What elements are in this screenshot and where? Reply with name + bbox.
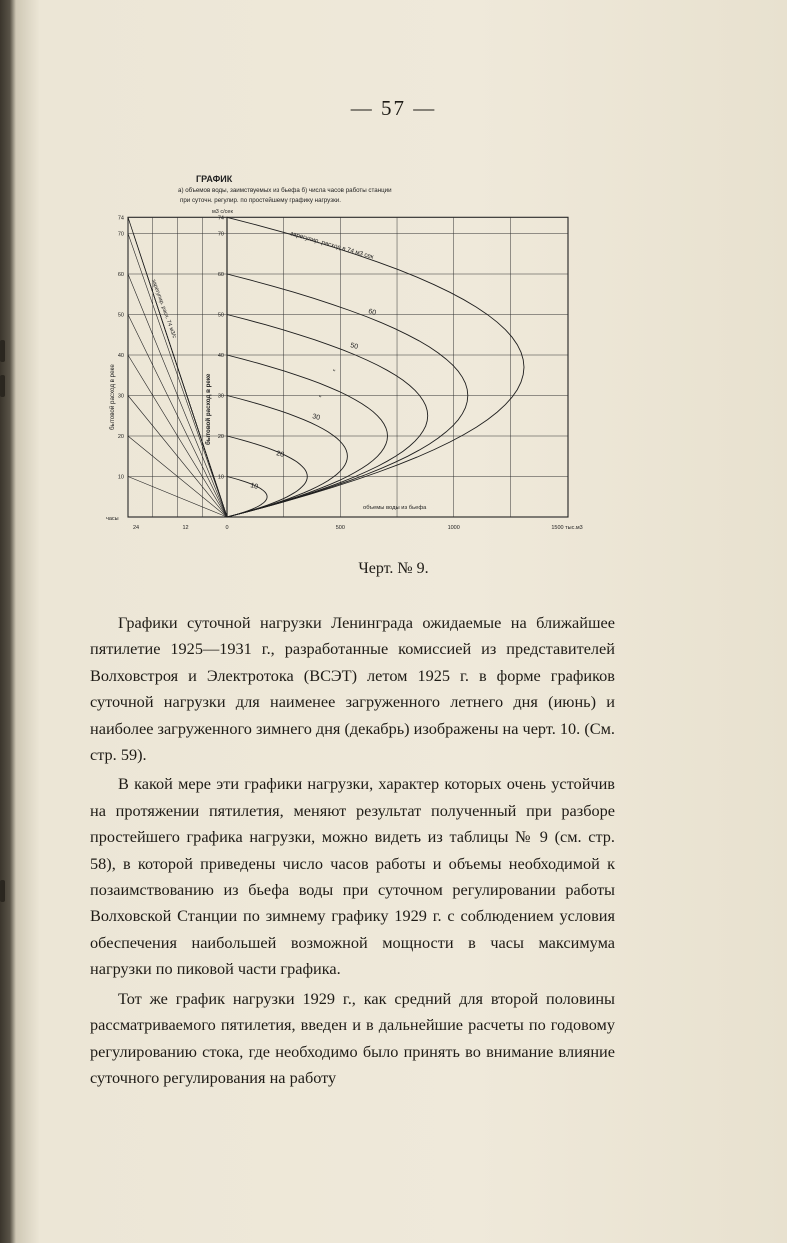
binding-mark [0, 340, 5, 362]
paragraph: В какой мере эти графики нагрузки, характер которых очень устойчив на протяжении пятилетия, меняют результат полученный при разборе простейшего графика нагрузки, можно видеть из таблицы № 9 (см. стр. 58), в которой приведены число часов работы и объемы необходимой к позаимствованию из бьефа воды при суточном регулировании работы Волховской Станции по зимнему графику 1929 г. с соблюдением условия обеспечения наибольшей возможной мощности в часы максимума нагрузки по пиковой части графика. [90, 774, 615, 979]
curve-label: 60 [367, 308, 377, 317]
inner-ytick-label: 74 [217, 215, 224, 222]
left-axis-label: бытовой расход в реке [109, 364, 116, 430]
right-xtick-label: 500 [335, 525, 345, 531]
paragraph: Тот же график нагрузки 1929 г., как средний для второй половины рассматриваемого пятилетия, введен и в дальнейшие расчеты по годовому регулированию стока, где необходимо было принять во внимание влияние суточного регулирования на работу [90, 988, 615, 1087]
left-ytick-label: 74 [117, 215, 124, 222]
hours-label: часы [106, 516, 119, 522]
curve-label: 10 [249, 482, 259, 491]
left-ytick-label: 40 [117, 353, 124, 359]
unit-label-top: м3 с/сек [212, 209, 233, 215]
page-number: — 57 — [350, 96, 437, 120]
inner-ytick-label: 70 [217, 231, 224, 238]
volume-curve [227, 477, 267, 518]
figure-subtitle-2: при суточн. регулир. по простейшему графику нагрузки. [180, 197, 341, 204]
inner-ytick-label: 20 [217, 434, 224, 440]
figure-title: ГРАФИК [196, 174, 233, 184]
inner-ytick-label: 40 [217, 353, 224, 359]
origin-label: 0 [225, 525, 229, 531]
curve-label-top: зарегулир. расход в 74 м3 сек [289, 230, 375, 261]
curve-label: " [331, 369, 336, 377]
paragraph: Графики суточной нагрузки Ленинграда ожидаемые на ближайшее пятилетие 1925—1931 г., разработанные комиссией из представителей Волховстроя и Электротока (ВСЭТ) летом 1925 г. в форме графиков суточной нагрузки для наименее загруженного летнего дня (июнь) и наиболее загруженного зимнего дня (декабрь) изображены на черт. 10. (См. стр. 59). [90, 613, 615, 765]
left-ytick-label: 30 [117, 393, 124, 400]
binding-mark [0, 880, 5, 902]
right-xtick-label: 1000 [447, 525, 460, 531]
right-xtick-label: 1500 тыс.м3 [551, 525, 583, 531]
left-diagonal-label: зарегулир. расх. 74 м3/с [150, 278, 178, 340]
volume-axis-label: объемы воды из бьефа [363, 505, 427, 511]
figure-subtitle-1: а) объемов воды, заимствуемых из бьефа б) числа часов работы станции [178, 187, 392, 194]
left-ytick-label: 50 [117, 312, 124, 319]
body-text [90, 610, 615, 1091]
left-ytick-label: 70 [117, 231, 124, 238]
curve-label: 20 [275, 450, 285, 459]
inner-ytick-label: 60 [217, 272, 224, 278]
inner-ytick-label: 30 [217, 393, 224, 400]
left-xtick-label: 12 [182, 525, 189, 531]
chart-svg [100, 160, 590, 555]
left-ytick-label: 60 [117, 272, 124, 278]
left-ytick-label: 10 [117, 474, 124, 481]
left-xtick-label: 24 [132, 525, 140, 531]
inner-ytick-label: 50 [217, 312, 224, 319]
left-ytick-label: 20 [117, 434, 124, 440]
curve-label: " [317, 395, 322, 403]
figure-caption: Черт. № 9. [358, 560, 429, 577]
inner-ytick-label: 10 [217, 474, 224, 481]
hours-line [214, 474, 227, 518]
curve-label: 30 [311, 413, 321, 422]
binding-mark [0, 375, 5, 397]
figure-chart [100, 160, 590, 555]
curve-label: 50 [349, 342, 359, 351]
right-panel-frame [227, 217, 568, 517]
inner-axis-label: бытовой расход в реке [205, 373, 212, 445]
